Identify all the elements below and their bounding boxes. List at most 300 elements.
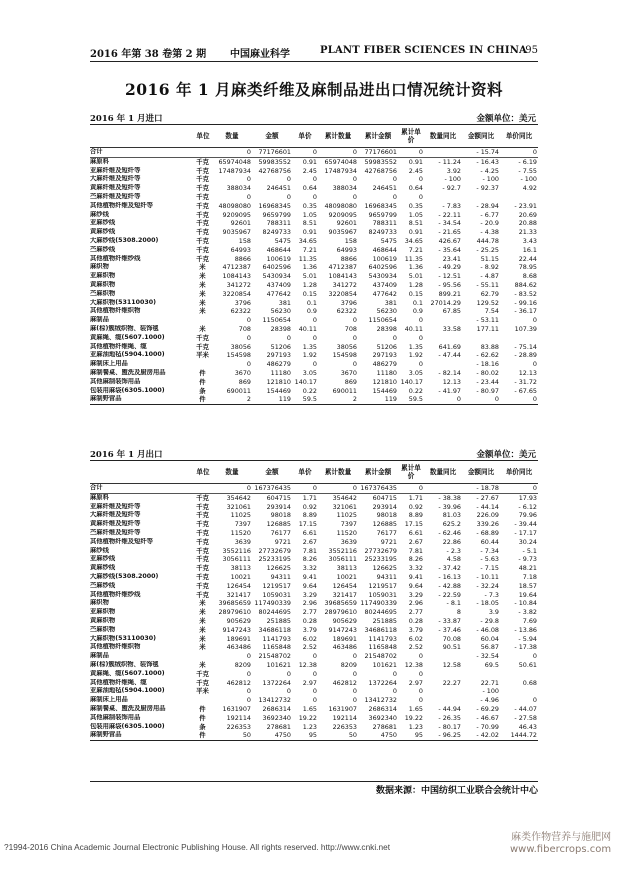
value-cell: 0 bbox=[456, 395, 461, 404]
value-cell: 17487934 bbox=[218, 166, 251, 175]
value-cell: 0 bbox=[352, 669, 357, 678]
value-cell bbox=[462, 193, 500, 202]
value-cell: 140.17 bbox=[400, 377, 423, 386]
value-cell: - 27.58 bbox=[514, 713, 537, 722]
item-name: 黄麻纤维及短纤等 bbox=[90, 184, 141, 192]
value-cell: 246451 bbox=[266, 184, 291, 193]
value-cell: 16.1 bbox=[522, 245, 537, 254]
value-cell: 92601 bbox=[230, 219, 251, 228]
value-cell: 9209095 bbox=[222, 210, 251, 219]
value-cell: - 36.17 bbox=[514, 307, 537, 316]
unit-cell: 千克 bbox=[196, 537, 209, 546]
value-cell: 121810 bbox=[266, 377, 291, 386]
value-cell: 28979610 bbox=[218, 608, 251, 617]
table-row bbox=[90, 255, 538, 264]
value-cell: 101621 bbox=[266, 660, 291, 669]
value-cell: 0 bbox=[246, 175, 251, 184]
value-cell: 11520 bbox=[230, 528, 251, 537]
value-cell: 899.21 bbox=[438, 289, 461, 298]
value-cell: 154598 bbox=[332, 351, 357, 360]
value-cell: 0 bbox=[532, 696, 537, 705]
table-row bbox=[90, 369, 538, 378]
table-row bbox=[90, 714, 538, 723]
value-cell: 95 bbox=[308, 731, 317, 740]
item-name: 亚麻油地毡(5904.1000) bbox=[90, 351, 165, 359]
value-cell: 34686118 bbox=[364, 625, 397, 634]
export-unit-note: 金额单位：美元 bbox=[476, 450, 536, 460]
value-cell: 11025 bbox=[230, 511, 251, 520]
value-cell: 226353 bbox=[332, 722, 357, 731]
value-cell: 1.65 bbox=[408, 704, 423, 713]
value-cell: 12.13 bbox=[518, 368, 537, 377]
value-cell: - 32.54 bbox=[476, 652, 499, 661]
value-cell: 462812 bbox=[332, 678, 357, 687]
column-header: 单价 bbox=[292, 461, 318, 484]
item-name: 黄麻绳、缆(5607.1000) bbox=[90, 669, 165, 677]
value-cell: - 62.62 bbox=[476, 351, 499, 360]
value-cell: - 23.44 bbox=[476, 377, 499, 386]
value-cell: 0 bbox=[312, 652, 317, 661]
column-header: 累计数量 bbox=[318, 461, 358, 484]
value-cell: - 28.89 bbox=[514, 351, 537, 360]
value-cell: 154598 bbox=[226, 351, 251, 360]
value-cell: 0 bbox=[532, 316, 537, 325]
value-cell: - 25.25 bbox=[476, 245, 499, 254]
value-cell: 192114 bbox=[332, 713, 357, 722]
value-cell: 8866 bbox=[234, 254, 251, 263]
value-cell: 0 bbox=[312, 316, 317, 325]
value-cell: 1.92 bbox=[408, 351, 423, 360]
value-cell: 126454 bbox=[226, 581, 251, 590]
item-name: 苎麻织物 bbox=[90, 289, 116, 297]
value-cell: 381 bbox=[278, 298, 291, 307]
data-source: 数据来源：中国纺织工业联合会统计中心 bbox=[90, 781, 538, 796]
value-cell: 0.9 bbox=[306, 307, 317, 316]
item-name: 合计 bbox=[90, 148, 194, 158]
table-row bbox=[90, 723, 538, 732]
value-cell: 9147243 bbox=[222, 625, 251, 634]
value-cell: 251885 bbox=[372, 616, 397, 625]
value-cell: 604715 bbox=[372, 493, 397, 502]
value-cell: - 44.14 bbox=[476, 502, 499, 511]
item-name: 大麻纱线(5308.2000) bbox=[90, 236, 159, 244]
value-cell: - 46.67 bbox=[476, 713, 499, 722]
table-row bbox=[90, 290, 538, 299]
value-cell: - 96.25 bbox=[438, 731, 461, 740]
item-name: 黄麻织物 bbox=[90, 616, 116, 624]
value-cell: 6.61 bbox=[408, 528, 423, 537]
value-cell: 11180 bbox=[270, 368, 291, 377]
value-cell: 8.51 bbox=[408, 219, 423, 228]
unit-cell: 千克 bbox=[196, 157, 209, 166]
value-cell: 1165848 bbox=[368, 643, 397, 652]
value-cell: 10021 bbox=[230, 572, 251, 581]
value-cell: 48098080 bbox=[218, 201, 251, 210]
value-cell: 167376435 bbox=[358, 484, 398, 494]
value-cell: 5475 bbox=[380, 236, 397, 245]
watermark-line1: 麻类作物营养与施肥网 bbox=[511, 832, 612, 843]
value-cell: 3639 bbox=[234, 537, 251, 546]
value-cell: 121810 bbox=[372, 377, 397, 386]
value-cell: 27014.29 bbox=[430, 298, 461, 307]
value-cell: 59983552 bbox=[364, 157, 397, 166]
value-cell: - 10.84 bbox=[514, 599, 537, 608]
value-cell: 107.39 bbox=[514, 324, 537, 333]
value-cell: 0 bbox=[392, 669, 397, 678]
value-cell: 126625 bbox=[372, 564, 397, 573]
value-cell: 0 bbox=[286, 192, 291, 201]
value-cell: 6402596 bbox=[262, 263, 291, 272]
item-name: 麻(棕)簇绒织物、装饰毯 bbox=[90, 660, 159, 668]
item-name: 苎麻纱线 bbox=[90, 581, 116, 589]
export-label: 2016 年 1 月出口 bbox=[90, 450, 163, 460]
value-cell: 1141793 bbox=[368, 634, 397, 643]
value-cell: - 10.11 bbox=[476, 572, 499, 581]
item-name: 亚麻纱线 bbox=[90, 219, 116, 227]
value-cell: 0.64 bbox=[302, 184, 317, 193]
value-cell: 19.64 bbox=[518, 590, 537, 599]
value-cell: 9.41 bbox=[408, 572, 423, 581]
running-header bbox=[90, 45, 538, 62]
unit-cell: 米 bbox=[199, 280, 206, 289]
unit-cell: 千克 bbox=[196, 245, 209, 254]
unit-cell bbox=[194, 696, 212, 705]
value-cell: 98018 bbox=[376, 511, 397, 520]
value-cell: 905629 bbox=[332, 616, 357, 625]
value-cell bbox=[424, 334, 462, 343]
value-cell: - 18.16 bbox=[476, 360, 499, 369]
table-row bbox=[90, 148, 538, 158]
export-section-heading bbox=[90, 448, 538, 460]
value-cell bbox=[500, 687, 538, 696]
value-cell: 604715 bbox=[266, 493, 291, 502]
value-cell: 8 bbox=[456, 608, 461, 617]
value-cell: 9721 bbox=[274, 537, 291, 546]
value-cell: 0 bbox=[286, 669, 291, 678]
value-cell: 158 bbox=[344, 236, 357, 245]
value-cell: 3.05 bbox=[408, 368, 423, 377]
value-cell: 34.65 bbox=[298, 236, 317, 245]
unit-cell: 千克 bbox=[196, 520, 209, 529]
value-cell: 0 bbox=[352, 652, 357, 661]
value-cell: 177.11 bbox=[476, 324, 499, 333]
item-name: 其他植物纤维绳、缆 bbox=[90, 342, 147, 350]
unit-cell: 米 bbox=[199, 616, 206, 625]
value-cell: 437409 bbox=[266, 280, 291, 289]
column-header: 数量 bbox=[212, 125, 252, 148]
table-row bbox=[90, 705, 538, 714]
value-cell: 0 bbox=[286, 175, 291, 184]
item-name: 其他植物纤维及短纤等 bbox=[90, 537, 153, 545]
value-cell: 98018 bbox=[270, 511, 291, 520]
value-cell: 0.1 bbox=[306, 298, 317, 307]
value-cell: - 11.24 bbox=[438, 157, 461, 166]
column-header: 累计金额 bbox=[358, 461, 398, 484]
value-cell: 3.32 bbox=[302, 564, 317, 573]
value-cell: - 13.86 bbox=[514, 625, 537, 634]
value-cell: 0.1 bbox=[412, 298, 423, 307]
value-cell bbox=[424, 687, 462, 696]
unit-cell: 千克 bbox=[196, 581, 209, 590]
unit-cell: 件 bbox=[199, 377, 206, 386]
unit-cell: 件 bbox=[199, 395, 206, 404]
value-cell: 3.92 bbox=[446, 166, 461, 175]
export-body bbox=[90, 484, 538, 741]
value-cell: 1059031 bbox=[368, 590, 397, 599]
item-name: 黄麻纤维及短纤等 bbox=[90, 520, 141, 528]
value-cell: 0.15 bbox=[302, 289, 317, 298]
unit-cell: 条 bbox=[199, 386, 206, 395]
table-row bbox=[90, 591, 538, 600]
table-row bbox=[90, 211, 538, 220]
unit-cell: 平米 bbox=[196, 351, 209, 360]
value-cell: - 41.97 bbox=[438, 386, 461, 395]
value-cell: 2.67 bbox=[408, 537, 423, 546]
value-cell: 1219517 bbox=[262, 581, 291, 590]
table-row bbox=[90, 661, 538, 670]
value-cell: 17.15 bbox=[298, 520, 317, 529]
value-cell: 2.52 bbox=[408, 643, 423, 652]
value-cell: 12.58 bbox=[442, 660, 461, 669]
value-cell: 0 bbox=[418, 192, 423, 201]
unit-cell: 米 bbox=[199, 608, 206, 617]
value-cell: 0.9 bbox=[412, 307, 423, 316]
item-name: 麻制餐桌、盥洗及厨房用品 bbox=[90, 368, 166, 376]
value-cell: 3796 bbox=[234, 298, 251, 307]
value-cell: 90.51 bbox=[442, 643, 461, 652]
unit-cell: 件 bbox=[199, 713, 206, 722]
table-row bbox=[90, 272, 538, 281]
value-cell: 426.67 bbox=[438, 236, 461, 245]
value-cell: 25233195 bbox=[364, 555, 397, 564]
value-cell: 0 bbox=[246, 669, 251, 678]
value-cell: 1.05 bbox=[408, 210, 423, 219]
value-cell: 0 bbox=[352, 316, 357, 325]
unit-cell: 平米 bbox=[196, 687, 209, 696]
value-cell: 0 bbox=[398, 484, 424, 494]
value-cell: 4.92 bbox=[522, 184, 537, 193]
value-cell: - 95.56 bbox=[438, 280, 461, 289]
value-cell: - 100 bbox=[482, 175, 499, 184]
item-name: 其他植物纤维纱线 bbox=[90, 254, 141, 262]
value-cell: 119 bbox=[278, 395, 291, 404]
value-cell: 354642 bbox=[332, 493, 357, 502]
value-cell: 6.61 bbox=[302, 528, 317, 537]
value-cell: - 7.83 bbox=[442, 201, 461, 210]
column-header: 单价 bbox=[292, 125, 318, 148]
value-cell: - 7.3 bbox=[484, 590, 499, 599]
value-cell: 69.5 bbox=[484, 660, 499, 669]
value-cell: - 34.54 bbox=[438, 219, 461, 228]
value-cell: 0.28 bbox=[408, 616, 423, 625]
value-cell: 76177 bbox=[270, 528, 291, 537]
value-cell: 17.93 bbox=[518, 493, 537, 502]
unit-cell: 千克 bbox=[196, 175, 209, 184]
value-cell: 341272 bbox=[332, 280, 357, 289]
table-row bbox=[90, 564, 538, 573]
value-cell: 51206 bbox=[376, 342, 397, 351]
table-row bbox=[90, 184, 538, 193]
value-cell: 477642 bbox=[266, 289, 291, 298]
value-cell: 7.21 bbox=[302, 245, 317, 254]
value-cell: 3639 bbox=[340, 537, 357, 546]
value-cell: - 29.8 bbox=[480, 616, 499, 625]
unit-cell: 千克 bbox=[196, 493, 209, 502]
value-cell: 0 bbox=[312, 333, 317, 342]
value-cell: - 37.46 bbox=[438, 625, 461, 634]
value-cell: 64993 bbox=[230, 245, 251, 254]
value-cell: 38113 bbox=[336, 564, 357, 573]
value-cell: 21.33 bbox=[518, 228, 537, 237]
column-header: 累计单价 bbox=[398, 125, 424, 148]
value-cell: - 38.38 bbox=[438, 493, 461, 502]
value-cell: 341272 bbox=[226, 280, 251, 289]
value-cell: 8.26 bbox=[302, 555, 317, 564]
value-cell: 9659799 bbox=[262, 210, 291, 219]
value-cell: 7.81 bbox=[408, 546, 423, 555]
value-cell: 2.97 bbox=[408, 678, 423, 687]
value-cell: 3.05 bbox=[302, 368, 317, 377]
value-cell: - 92.7 bbox=[442, 184, 461, 193]
value-cell: 7397 bbox=[340, 520, 357, 529]
column-header: 累计数量 bbox=[318, 125, 358, 148]
value-cell bbox=[462, 334, 500, 343]
value-cell: 126885 bbox=[372, 520, 397, 529]
value-cell: 1.05 bbox=[302, 210, 317, 219]
value-cell: - 6.12 bbox=[518, 502, 537, 511]
item-name: 麻原料 bbox=[90, 493, 109, 501]
table-row bbox=[90, 511, 538, 520]
column-header: 累计单价 bbox=[398, 461, 424, 484]
item-name: 大麻纱线(5308.2000) bbox=[90, 572, 159, 580]
value-cell: 463486 bbox=[226, 643, 251, 652]
value-cell: 126885 bbox=[266, 520, 291, 529]
value-cell: - 16.43 bbox=[476, 157, 499, 166]
item-name: 其他植物纤维绳、缆 bbox=[90, 678, 147, 686]
value-cell: 1.35 bbox=[408, 342, 423, 351]
value-cell: 5430934 bbox=[262, 272, 291, 281]
value-cell: 0 bbox=[312, 175, 317, 184]
value-cell: - 8.92 bbox=[480, 263, 499, 272]
value-cell: 2686314 bbox=[368, 704, 397, 713]
value-cell: 0 bbox=[392, 687, 397, 696]
value-cell: 8.89 bbox=[302, 511, 317, 520]
value-cell: 9147243 bbox=[328, 625, 357, 634]
item-name: 大麻纤维及短纤等 bbox=[90, 175, 141, 183]
item-name: 黄麻纱线 bbox=[90, 564, 116, 572]
value-cell: 9721 bbox=[380, 537, 397, 546]
value-cell: 22.27 bbox=[442, 678, 461, 687]
value-cell: - 7.55 bbox=[518, 166, 537, 175]
value-cell: 94311 bbox=[376, 572, 397, 581]
value-cell bbox=[424, 652, 462, 661]
value-cell: 1.23 bbox=[408, 722, 423, 731]
value-cell: 1444.72 bbox=[510, 731, 537, 740]
value-cell: 2.52 bbox=[302, 643, 317, 652]
table-row bbox=[90, 582, 538, 591]
table-row bbox=[90, 599, 538, 608]
value-cell: - 12.51 bbox=[438, 272, 461, 281]
value-cell: 59.5 bbox=[408, 395, 423, 404]
value-cell bbox=[424, 696, 462, 705]
value-cell: 4750 bbox=[380, 731, 397, 740]
value-cell: 8.89 bbox=[408, 511, 423, 520]
value-cell: 22.44 bbox=[518, 254, 537, 263]
value-cell: - 53.11 bbox=[476, 316, 499, 325]
value-cell: 1.71 bbox=[408, 493, 423, 502]
table-row bbox=[90, 325, 538, 334]
value-cell: 468644 bbox=[372, 245, 397, 254]
value-cell bbox=[462, 670, 500, 679]
value-cell bbox=[424, 148, 462, 158]
value-cell: 297193 bbox=[266, 351, 291, 360]
value-cell: 3796 bbox=[340, 298, 357, 307]
unit-cell: 件 bbox=[199, 731, 206, 740]
value-cell: - 16.13 bbox=[438, 572, 461, 581]
table-row bbox=[90, 643, 538, 652]
value-cell: 8209 bbox=[234, 660, 251, 669]
value-cell: - 5.94 bbox=[518, 634, 537, 643]
value-cell bbox=[424, 316, 462, 325]
table-row bbox=[90, 626, 538, 635]
unit-cell bbox=[194, 316, 212, 325]
value-cell: 2.67 bbox=[302, 537, 317, 546]
table-row bbox=[90, 687, 538, 696]
value-cell: 0 bbox=[418, 687, 423, 696]
value-cell: 0 bbox=[352, 333, 357, 342]
value-cell: 278681 bbox=[372, 722, 397, 731]
value-cell: 7.21 bbox=[408, 245, 423, 254]
value-cell bbox=[500, 334, 538, 343]
unit-cell bbox=[194, 148, 212, 158]
value-cell: 0 bbox=[500, 484, 538, 494]
value-cell: 226353 bbox=[226, 722, 251, 731]
value-cell: 0 bbox=[246, 652, 251, 661]
value-cell: 39685659 bbox=[218, 599, 251, 608]
value-cell: 22.71 bbox=[480, 678, 499, 687]
item-name: 苎麻纱线 bbox=[90, 245, 116, 253]
unit-cell: 米 bbox=[199, 298, 206, 307]
value-cell: - 26.35 bbox=[438, 713, 461, 722]
value-cell: 0 bbox=[292, 484, 318, 494]
value-cell: - 4.38 bbox=[480, 228, 499, 237]
value-cell: 1.92 bbox=[302, 351, 317, 360]
value-cell: 2.77 bbox=[408, 608, 423, 617]
item-name: 麻制床上用品 bbox=[90, 360, 128, 368]
value-cell: 0 bbox=[312, 687, 317, 696]
value-cell: - 8.1 bbox=[446, 599, 461, 608]
value-cell: 1141793 bbox=[262, 634, 291, 643]
unit-cell: 米 bbox=[199, 660, 206, 669]
value-cell: 59.5 bbox=[302, 395, 317, 404]
value-cell: 40.11 bbox=[404, 324, 423, 333]
value-cell: - 80.17 bbox=[438, 722, 461, 731]
table-row bbox=[90, 167, 538, 176]
table-row bbox=[90, 617, 538, 626]
value-cell: 0 bbox=[352, 687, 357, 696]
value-cell: 3692340 bbox=[262, 713, 291, 722]
value-cell: 34.65 bbox=[404, 236, 423, 245]
value-cell: - 2.3 bbox=[446, 546, 461, 555]
table-row bbox=[90, 395, 538, 404]
value-cell bbox=[500, 193, 538, 202]
value-cell: 6.02 bbox=[408, 634, 423, 643]
value-cell: 167376435 bbox=[252, 484, 292, 494]
value-cell: 56230 bbox=[270, 307, 291, 316]
value-cell: 20.69 bbox=[518, 210, 537, 219]
value-cell: 2.96 bbox=[302, 599, 317, 608]
value-cell: 1084143 bbox=[328, 272, 357, 281]
